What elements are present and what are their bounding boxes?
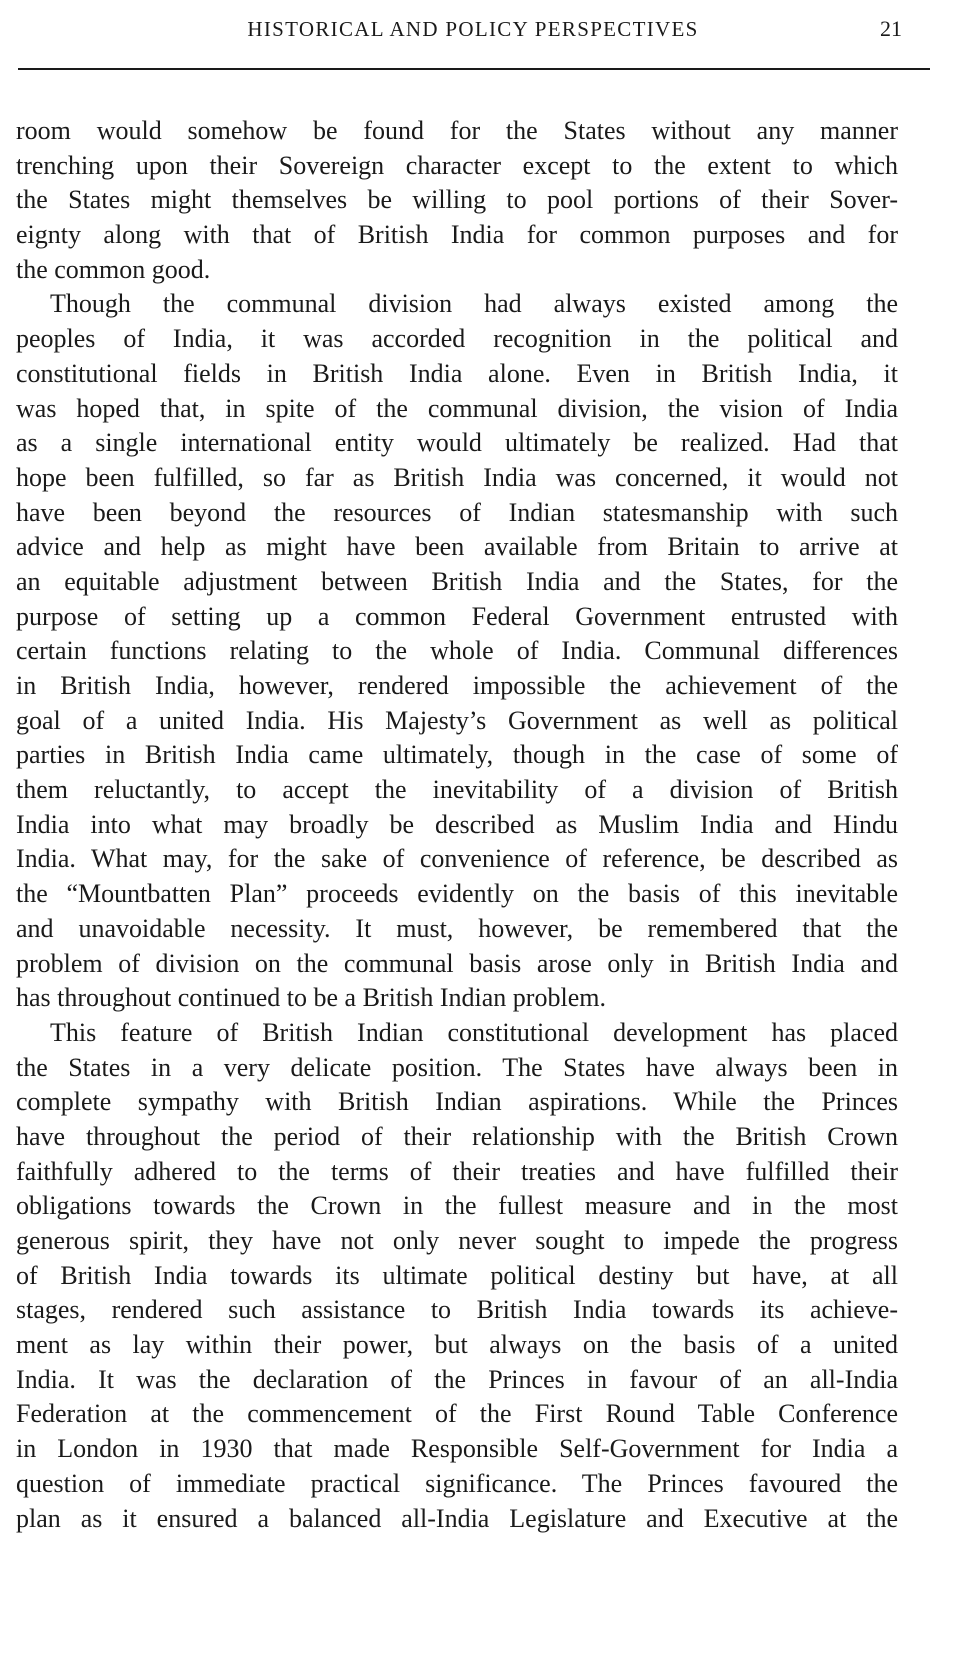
text-line: room would somehow be found for the States without any manner: [16, 116, 898, 145]
text-line: constitutional fields in British India alone. Even in British India, it: [16, 358, 898, 388]
text-line: in London in 1930 that made Responsible Self-Government for India a: [16, 1434, 898, 1464]
text-line: Though the communal division had always existed among the: [50, 289, 898, 319]
text-line: certain functions relating to the whole of India. Communal differences: [16, 636, 898, 666]
text-line: obligations towards the Crown in the fullest measure and in the most: [16, 1191, 898, 1221]
text-line: them reluctantly, to accept the inevitability of a division of British: [16, 775, 898, 805]
text-line: hope been fulfilled, so far as British India was concerned, it would not: [16, 462, 898, 492]
paragraph-1: [16, 114, 898, 287]
text-line: have throughout the period of their relationship with the British Crown: [16, 1121, 898, 1151]
text-line: parties in British India came ultimately, though in the case of some of: [16, 740, 898, 770]
text-line: India. What may, for the sake of convenience of reference, be described as: [16, 844, 898, 874]
text-line: stages, rendered such assistance to British India towards its achieve-: [16, 1295, 898, 1325]
text-line: has throughout continued to be a British Indian problem.: [16, 983, 606, 1013]
text-line: trenching upon their Sovereign character except to the extent to which: [16, 150, 898, 180]
text-line: the States in a very delicate position. The States have always been in: [16, 1052, 898, 1082]
text-line: and unavoidable necessity. It must, however, be remembered that the: [16, 913, 898, 943]
page-number: 21: [880, 16, 902, 41]
text-line: generous spirit, they have not only never sought to impede the progress: [16, 1226, 898, 1255]
paragraph-2: [16, 287, 898, 1015]
text-line: was hoped that, in spite of the communal division, the vision of India: [16, 393, 898, 423]
text-line: question of immediate practical significance. The Princes favoured the: [16, 1468, 898, 1498]
text-line: the States might themselves be willing to pool portions of their Sover-: [16, 185, 898, 215]
running-title: HISTORICAL AND POLICY PERSPECTIVES: [247, 17, 699, 41]
text-line: problem of division on the communal basis arose only in British India and: [16, 948, 898, 978]
text-line: purpose of setting up a common Federal Government entrusted with: [16, 601, 898, 631]
text-line: plan as it ensured a balanced all-India Legislature and Executive at the: [16, 1503, 898, 1533]
text-line: ment as lay within their power, but always on the basis of a united: [16, 1330, 898, 1360]
running-header: [18, 0, 930, 70]
text-line: This feature of British Indian constitutional development has placed: [50, 1017, 898, 1047]
text-line: complete sympathy with British Indian aspirations. While the Princes: [16, 1087, 898, 1117]
text-line: goal of a united India. His Majesty’s Government as well as political: [16, 705, 898, 735]
text-line: have been beyond the resources of Indian statesmanship with such: [16, 497, 898, 527]
text-line: eignty along with that of British India for common purposes and for: [16, 220, 898, 250]
text-line: faithfully adhered to the terms of their treaties and have fulfilled their: [16, 1156, 898, 1186]
text-line: the “Mountbatten Plan” proceeds evidently on the basis of this inevitable: [16, 879, 898, 909]
text-line: an equitable adjustment between British India and the States, for the: [16, 566, 898, 596]
text-line: of British India towards its ultimate political destiny but have, at all: [16, 1260, 898, 1290]
paragraph-3: [16, 1016, 898, 1536]
text-line: India. It was the declaration of the Princes in favour of an all-India: [16, 1364, 898, 1394]
text-line: advice and help as might have been available from Britain to arrive at: [16, 532, 898, 562]
text-line: peoples of India, it was accorded recognition in the political and: [16, 324, 898, 354]
text-line: the common good.: [16, 254, 211, 284]
text-line: as a single international entity would ultimately be realized. Had that: [16, 428, 898, 458]
text-line: Federation at the commencement of the First Round Table Conference: [16, 1399, 898, 1429]
text-line: in British India, however, rendered impossible the achievement of the: [16, 671, 898, 700]
text-line: India into what may broadly be described as Muslim India and Hindu: [16, 809, 898, 839]
body-text: [16, 114, 898, 1536]
